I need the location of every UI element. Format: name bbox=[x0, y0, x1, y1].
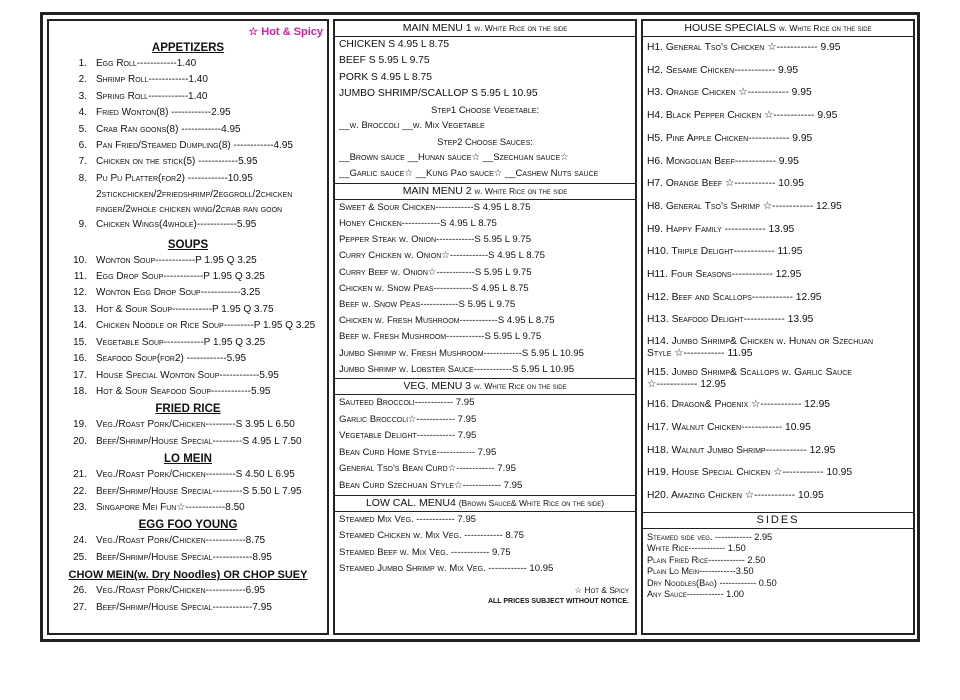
list-item bbox=[49, 285, 327, 301]
item-number: 21. bbox=[73, 469, 87, 481]
chow-mein-list bbox=[49, 583, 327, 616]
list-item: Steamed Beef w. Mix Veg. ------------ 9.75 bbox=[339, 546, 511, 558]
list-item: General Tso's Bean Curd☆------------ 7.95 bbox=[339, 463, 516, 475]
item-number: 17. bbox=[73, 369, 87, 381]
item-text: Crab Ran goons(8) ------------4.95 bbox=[96, 123, 241, 135]
fried-rice-heading: FRIED RICE bbox=[155, 403, 221, 416]
list-item bbox=[49, 335, 327, 351]
middle-column bbox=[333, 19, 637, 635]
item-number: 24. bbox=[73, 535, 87, 547]
list-item: BEEF S 5.95 L 9.75 bbox=[339, 55, 430, 67]
list-item: Plain Lo Mein------------3.50 bbox=[647, 566, 754, 577]
list-item: Jumbo Shrimp w. Fresh Mushroom------------S 5.95 L 10.95 bbox=[339, 347, 584, 359]
list-item: Curry Chicken w. Onion☆------------S 4.95 L 8.75 bbox=[339, 250, 545, 262]
item-number: 10. bbox=[73, 254, 87, 266]
main-menu-1-heading: MAIN MENU 1 w. White Rice on the side bbox=[335, 21, 635, 37]
item-number: 12. bbox=[73, 287, 87, 299]
house-specials-list bbox=[643, 37, 913, 332]
list-item: H3. Orange Chicken ☆------------ 9.95 bbox=[647, 87, 812, 99]
item-text: Wonton Soup------------P 1.95 Q 3.25 bbox=[96, 254, 257, 266]
list-item bbox=[49, 122, 327, 138]
item-text: Fried Wonton(8) ------------2.95 bbox=[96, 107, 231, 119]
list-item: Pepper Steak w. Onion------------S 5.95 L 9.75 bbox=[339, 234, 532, 246]
price-notice: ALL PRICES SUBJECT WITHOUT NOTICE. bbox=[487, 598, 629, 606]
list-item bbox=[49, 138, 327, 154]
item-text: Beef/Shrimp/House Special------------7.95 bbox=[96, 601, 272, 613]
item-text: Chicken Noodle or Rice Soup---------P 1.95 Q 3.25 bbox=[96, 320, 316, 332]
item-text: Beef/Shrimp/House Special---------S 4.95 L 7.50 bbox=[96, 435, 302, 447]
item-text: Beef/Shrimp/House Special---------S 5.50 L 7.95 bbox=[96, 485, 302, 497]
sides-heading: SIDES bbox=[643, 512, 913, 529]
sides-list bbox=[643, 532, 913, 601]
list-item: Any Sauce------------ 1.00 bbox=[647, 589, 744, 600]
item-text: Shrimp Roll------------1.40 bbox=[96, 74, 208, 86]
item-number: 20. bbox=[73, 435, 87, 447]
lo-mein-list bbox=[49, 467, 327, 516]
list-item: Steamed side veg. ------------ 2.95 bbox=[647, 531, 773, 542]
item-text: Egg Drop Soup------------P 1.95 Q 3.25 bbox=[96, 271, 265, 283]
lo-mein-heading: LO MEIN bbox=[164, 453, 212, 466]
list-item bbox=[49, 171, 327, 187]
list-item: CHICKEN S 4.95 L 8.75 bbox=[339, 39, 450, 50]
list-item bbox=[49, 417, 327, 433]
chow-mein-heading: CHOW MEIN(w. Dry Noodles) OR CHOP SUEY bbox=[68, 569, 308, 582]
item-number: 3. bbox=[78, 90, 87, 102]
item-number: 1. bbox=[78, 58, 87, 69]
list-item bbox=[49, 384, 327, 400]
list-item: H7. Orange Beef ☆------------ 10.95 bbox=[647, 178, 804, 190]
item-number: 4. bbox=[78, 107, 87, 119]
list-item: Jumbo Shrimp w. Lobster Sauce------------S 5.95 L 10.95 bbox=[339, 363, 575, 375]
house-specials-list-2 bbox=[643, 394, 913, 508]
list-item: H11. Four Seasons------------ 12.95 bbox=[647, 269, 802, 281]
list-item bbox=[49, 72, 327, 88]
list-item: H9. Happy Family ------------ 13.95 bbox=[647, 223, 795, 235]
list-item bbox=[49, 318, 327, 334]
main-menu-2-list bbox=[335, 200, 635, 378]
list-item: H19. House Special Chicken ☆------------ 10.95 bbox=[647, 467, 853, 479]
sauce-options-2: __Garlic sauce☆ __Kung Pao sauce☆ __Cashew Nuts sauce bbox=[339, 168, 599, 180]
list-item bbox=[49, 351, 327, 367]
left-column bbox=[47, 19, 329, 635]
list-item: H12. Beef and Scallops------------ 12.95 bbox=[647, 291, 822, 303]
list-item: Plain Fried Rice------------ 2.50 bbox=[647, 554, 766, 565]
item-text: Egg Roll------------1.40 bbox=[96, 58, 197, 69]
item-number: 18. bbox=[73, 385, 87, 397]
step1-label: Step1 Choose Vegetable: bbox=[430, 104, 540, 116]
list-item bbox=[49, 89, 327, 105]
list-item: Steamed Mix Veg. ------------ 7.95 bbox=[339, 513, 477, 525]
house-specials-heading: HOUSE SPECIALS w. White Rice on the side bbox=[643, 21, 913, 37]
list-item: Beef w. Snow Peas------------S 5.95 L 9.75 bbox=[339, 299, 516, 311]
veg-menu-3-heading: VEG. MENU 3 w. White Rice on the side bbox=[335, 378, 635, 395]
list-item: White Rice------------ 1.50 bbox=[647, 543, 746, 554]
item-number: 11. bbox=[73, 271, 87, 283]
list-item: Chicken w. Fresh Mushroom------------S 4.95 L 8.75 bbox=[339, 315, 555, 327]
list-item: H16. Dragon& Phoenix ☆------------ 12.95 bbox=[647, 399, 831, 411]
right-column bbox=[641, 19, 915, 635]
item-text: Singapore Mei Fun☆------------8.50 bbox=[96, 501, 245, 513]
item-number: 6. bbox=[78, 140, 87, 152]
list-item bbox=[49, 600, 327, 616]
list-item: PORK S 4.95 L 8.75 bbox=[339, 71, 432, 83]
main-menu-2-heading: MAIN MENU 2 w. White Rice on the side bbox=[335, 183, 635, 200]
step2-label: Step2 Choose Sauces: bbox=[437, 136, 533, 148]
list-item: Steamed Jumbo Shrimp w. Mix Veg. ------------ 10.95 bbox=[339, 563, 554, 575]
list-item: H15. Jumbo Shrimp& Scallops w. Garlic Sauce ☆------------ 12.95 bbox=[647, 367, 852, 391]
egg-foo-young-list bbox=[49, 533, 327, 566]
list-item bbox=[49, 269, 327, 285]
list-item: H10. Triple Delight------------ 11.95 bbox=[647, 246, 803, 258]
list-item bbox=[49, 253, 327, 269]
fried-rice-list bbox=[49, 417, 327, 450]
list-item bbox=[49, 550, 327, 566]
list-item: H13. Seafood Delight------------ 13.95 bbox=[647, 314, 814, 326]
item-number: 25. bbox=[73, 551, 87, 563]
item-text: Beef/Shrimp/House Special------------8.95 bbox=[96, 551, 272, 563]
low-cal-menu-4-heading: LOW CAL. MENU4 (Brown Sauce& White Rice on the side) bbox=[335, 495, 635, 512]
item-text: Pu Pu Platter(for2) ------------10.95 bbox=[96, 172, 253, 184]
list-item: Vegetable Delight------------ 7.95 bbox=[339, 430, 477, 442]
list-item: H4. Black Pepper Chicken ☆------------ 9.95 bbox=[647, 110, 838, 122]
list-item bbox=[49, 583, 327, 599]
list-item: Chicken w. Snow Peas------------S 4.95 L 8.75 bbox=[339, 282, 529, 294]
list-item bbox=[49, 500, 327, 516]
list-item-cont: finger/2whole chicken wing/2crab ran goon bbox=[96, 204, 283, 216]
item-text: Veg./Roast Pork/Chicken---------S 4.50 L 6.95 bbox=[96, 469, 295, 481]
egg-foo-young-heading: EGG FOO YOUNG bbox=[138, 519, 238, 532]
item-text: Hot & Sour Soup------------P 1.95 Q 3.75 bbox=[96, 303, 274, 315]
sauce-options-1: __Brown sauce __Hunan sauce☆ __Szechuan sauce☆ bbox=[339, 152, 569, 164]
main-menu-1-list bbox=[335, 37, 635, 103]
list-item: H2. Sesame Chicken------------ 9.95 bbox=[647, 64, 799, 76]
item-number: 16. bbox=[73, 353, 87, 365]
list-item: Steamed Chicken w. Mix Veg. ------------ 8.75 bbox=[339, 530, 525, 542]
list-item: Beef w. Fresh Mushroom------------S 5.95 L 9.75 bbox=[339, 331, 542, 343]
item-text: Veg./Roast Pork/Chicken------------6.95 bbox=[96, 585, 266, 597]
list-item: H18. Walnut Jumbo Shrimp------------ 12.95 bbox=[647, 444, 836, 456]
item-number: 5. bbox=[78, 123, 87, 135]
item-text: Spring Roll------------1.40 bbox=[96, 90, 208, 102]
list-item bbox=[49, 368, 327, 384]
list-item bbox=[49, 484, 327, 500]
list-item bbox=[49, 434, 327, 450]
item-number: 22. bbox=[73, 485, 87, 497]
list-item: JUMBO SHRIMP/SCALLOP S 5.95 L 10.95 bbox=[339, 88, 538, 100]
item-text: Veg./Roast Pork/Chicken---------S 3.95 L 6.50 bbox=[96, 419, 295, 431]
list-item: Dry Noodles(Bag) ------------ 0.50 bbox=[647, 577, 777, 588]
list-item: H14. Jumbo Shrimp& Chicken w. Hunan or Szechuan Style ☆------------ 11.95 bbox=[647, 336, 874, 360]
veg-menu-3-list bbox=[335, 395, 635, 495]
item-number: 14. bbox=[73, 320, 87, 332]
hot-spicy-tag: ☆ Hot & Spicy bbox=[248, 26, 323, 38]
list-item: Sweet & Sour Chicken------------S 4.95 L 8.75 bbox=[339, 201, 531, 213]
list-item: H5. Pine Apple Chicken------------ 9.95 bbox=[647, 132, 813, 144]
item-number: 19. bbox=[73, 419, 87, 431]
item-number: 2. bbox=[78, 74, 87, 86]
list-item: Bean Curd Szechuan Style☆------------ 7.95 bbox=[339, 480, 523, 492]
list-item bbox=[49, 154, 327, 170]
hot-spicy-footnote: ☆ Hot & Spicy bbox=[574, 585, 629, 596]
item-number: 8. bbox=[78, 172, 87, 184]
item-text: Veg./Roast Pork/Chicken------------8.75 bbox=[96, 535, 266, 547]
list-item: Sauteed Broccoli------------ 7.95 bbox=[339, 397, 475, 409]
list-item: H17. Walnut Chicken------------ 10.95 bbox=[647, 421, 811, 433]
item-number: 26. bbox=[73, 585, 87, 597]
list-item: Garlic Broccoli☆------------ 7.95 bbox=[339, 413, 477, 425]
item-number: 15. bbox=[73, 336, 87, 348]
item-text: House Special Wonton Soup------------5.95 bbox=[96, 369, 279, 381]
menu-frame bbox=[40, 12, 920, 642]
list-item: Honey Chicken------------S 4.95 L 8.75 bbox=[339, 218, 497, 230]
low-cal-menu-4-list bbox=[335, 512, 635, 578]
item-text: Wonton Egg Drop Soup------------3.25 bbox=[96, 287, 261, 299]
soups-list bbox=[49, 253, 327, 401]
item-text: Vegetable Soup------------P 1.95 Q 3.25 bbox=[96, 336, 266, 348]
list-item: 9. Chicken Wings(4whole)------------5.95 bbox=[78, 219, 257, 231]
list-item bbox=[49, 533, 327, 549]
appetizers-list bbox=[49, 56, 327, 187]
item-number: 7. bbox=[78, 156, 87, 168]
list-item: H1. General Tso's Chicken ☆------------ 9.95 bbox=[647, 42, 841, 53]
list-item: H20. Amazing Chicken ☆------------ 10.95 bbox=[647, 489, 824, 501]
item-number: 13. bbox=[73, 303, 87, 315]
list-item bbox=[49, 467, 327, 483]
item-text: Seafood Soup(for2) ------------5.95 bbox=[96, 353, 247, 365]
list-item-cont: 2stickchicken/2friedshrimp/2eggroll/2chicken bbox=[96, 189, 293, 201]
list-item: H8. General Tso's Shrimp ☆------------ 12.95 bbox=[647, 200, 842, 212]
list-item bbox=[49, 302, 327, 318]
vegetable-options: __w. Broccoli __w. Mix Vegetable bbox=[339, 120, 485, 132]
list-item: Curry Beef w. Onion☆------------S 5.95 L 9.75 bbox=[339, 266, 532, 278]
list-item: Bean Curd Home Style------------ 7.95 bbox=[339, 446, 497, 458]
item-text: Pan Fried/Steamed Dumpling(8) ------------4.95 bbox=[96, 140, 293, 152]
appetizers-heading: APPETIZERS bbox=[151, 42, 225, 54]
item-number: 27. bbox=[73, 601, 87, 613]
item-number: 23. bbox=[73, 501, 87, 513]
list-item bbox=[49, 105, 327, 121]
item-text: Hot & Sour Seafood Soup------------5.95 bbox=[96, 385, 271, 397]
item-text: Chicken on the stick(5) ------------5.95 bbox=[96, 156, 258, 168]
soups-heading: SOUPS bbox=[167, 238, 209, 251]
list-item: H6. Mongolian Beef------------ 9.95 bbox=[647, 155, 799, 167]
list-item bbox=[49, 56, 327, 72]
